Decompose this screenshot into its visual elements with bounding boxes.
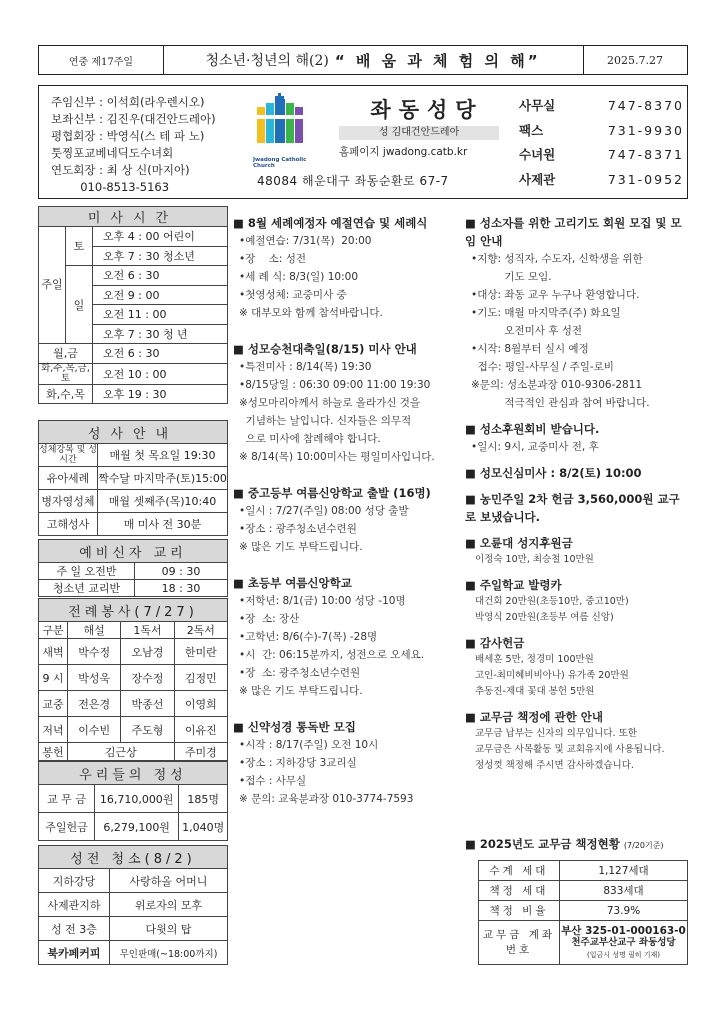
cleaning-area: 북카페커피 bbox=[39, 941, 110, 965]
slot: 저녁 bbox=[39, 717, 68, 743]
mass-time: 오전 11 : 00 bbox=[93, 305, 228, 325]
theme-prefix: 청소년·청년의 해(2) bbox=[205, 53, 329, 69]
contact-value: 747-8371 bbox=[607, 147, 684, 162]
dues-title: ■ 2025년도 교무금 책정현황 bbox=[465, 837, 620, 851]
notice-line: 오전미사 후 성전 bbox=[471, 325, 583, 337]
weekday-label: 화,수,목 bbox=[39, 384, 93, 404]
mass-time: 오전 9 : 00 bbox=[93, 285, 228, 305]
notice-line: •특전미사 : 8/14(목) 19:30 bbox=[239, 361, 372, 373]
class-name: 주 일 오전반 bbox=[39, 563, 135, 580]
notice-heading: ■ 감사헌금 bbox=[465, 636, 525, 650]
notice-line: •기도: 매월 마지막주(주) 화요일 bbox=[471, 307, 621, 319]
notice-line: ※ 많은 기도 부탁드립니다. bbox=[239, 685, 363, 697]
notice-line: •대상: 좌동 교우 누구나 환영합니다. bbox=[471, 289, 640, 301]
catechumen-title: 예비신자 교리 bbox=[39, 540, 228, 563]
dues-label: 책정 세대 bbox=[479, 881, 560, 901]
col-header: 구분 bbox=[39, 622, 68, 639]
notice-line: •장 소: 성전 bbox=[239, 253, 306, 265]
server: 이영희 bbox=[174, 691, 227, 717]
notice-heading: ■ 신약성경 통독반 모집 bbox=[233, 720, 356, 734]
contact-value: 731-9930 bbox=[607, 122, 684, 138]
sacrament-time: 매월 셋째주(목)10:40 bbox=[98, 490, 228, 513]
sacrament-name: 고해성사 bbox=[39, 513, 98, 536]
parish-name: 좌동성당 bbox=[370, 98, 484, 122]
staff-line: 툿찡포교베네딕도수녀회 bbox=[51, 146, 174, 160]
notice-line: 교무금 납부는 신자의 의무입니다. 또한 bbox=[475, 728, 637, 739]
catechumen-table bbox=[38, 539, 228, 597]
logo-caption: Jwadong Catholic Church bbox=[253, 157, 307, 169]
account-info bbox=[560, 921, 688, 965]
header-bar bbox=[38, 45, 688, 75]
notice-line: •장소 : 광주청소년수련원 bbox=[239, 523, 357, 535]
contact-list bbox=[519, 94, 684, 192]
notice-line: •지향: 성직자, 수도자, 신학생을 위한 bbox=[471, 253, 643, 265]
notice-line: 정성껏 책정해 주시면 감사하겠습니다. bbox=[475, 760, 634, 771]
cleaning-area: 성 전 3층 bbox=[39, 917, 110, 941]
notice-line: •장소 : 지하강당 3교리실 bbox=[239, 757, 357, 769]
offering-count: 1,040명 bbox=[179, 813, 228, 841]
notice-line: •세 례 식: 8/3(일) 10:00 bbox=[239, 271, 359, 283]
staff-line: 연도회장 : 최 상 신(마지아) bbox=[51, 163, 190, 177]
dues-value: 1,127세대 bbox=[560, 861, 688, 881]
dues-value: 833세대 bbox=[560, 881, 688, 901]
server: 전은경 bbox=[68, 691, 121, 717]
sacrament-time: 매월 첫 목요일 19:30 bbox=[98, 444, 228, 467]
server: 오남경 bbox=[121, 639, 174, 665]
dues-note: (7/20기준) bbox=[623, 841, 664, 850]
notice-line: 배세훈 5만, 정경미 100만원 bbox=[475, 654, 594, 665]
notice-line: 추동진-제대 꽃대 봉헌 5만원 bbox=[475, 686, 595, 697]
server: 장수정 bbox=[121, 665, 174, 691]
notice-line: •예절연습: 7/31(목) 20:00 bbox=[239, 235, 372, 247]
contact-row bbox=[519, 94, 684, 119]
church-logo bbox=[249, 93, 329, 169]
mass-time: 오후 4 : 00 어린이 bbox=[93, 227, 228, 247]
notice-line: •장 소: 광주청소년수련원 bbox=[239, 667, 361, 679]
church-logo-icon bbox=[249, 93, 329, 153]
notice-line: 기념하는 날입니다. 신자들은 의무적 bbox=[239, 415, 412, 427]
notice-line: •장 소: 장산 bbox=[239, 613, 300, 625]
patron-saint: 성 김대건안드레아 bbox=[339, 126, 499, 140]
notice-line: •첫영성체: 교중미사 중 bbox=[239, 289, 347, 301]
slot: 교중 bbox=[39, 691, 68, 717]
offering-amount: 16,710,000원 bbox=[95, 785, 179, 813]
offering-name: 주일헌금 bbox=[39, 813, 95, 841]
contact-value: 731-0952 bbox=[607, 171, 684, 187]
notice-line: 으로 미사에 참례해야 합니다. bbox=[239, 433, 381, 445]
theme-title: “ 배 움 과 체 험 의 해” bbox=[334, 51, 541, 70]
contact-label: 사제관 bbox=[519, 171, 556, 187]
notice-line: •8/15당일 : 06:30 09:00 11:00 19:30 bbox=[239, 379, 431, 391]
mass-time: 오전 6 : 30 bbox=[93, 266, 228, 286]
notice-line: 고인-최미혜비비아나) 유가족 20만원 bbox=[475, 670, 629, 681]
notice-heading: ■ 농민주일 2차 헌금 3,560,000원 교구로 보냈습니다. bbox=[465, 492, 680, 524]
notice-heading: ■ 8월 세례예정자 예절연습 및 세례식 bbox=[233, 216, 428, 230]
account-label: 교무금 계좌번호 bbox=[479, 921, 560, 965]
notice-line: 이정숙 10만, 최승철 10만원 bbox=[475, 554, 594, 565]
sacrament-name: 병자영성체 bbox=[39, 490, 98, 513]
dues-label: 수계 세대 bbox=[479, 861, 560, 881]
liturgical-week: 연중 제17주일 bbox=[39, 46, 164, 74]
cleaning-table bbox=[38, 845, 228, 965]
notice-line: ※ 대부모와 함께 참석바랍니다. bbox=[239, 307, 383, 319]
class-time: 09 : 30 bbox=[135, 563, 228, 580]
offerings-title: 우리들의 정성 bbox=[39, 762, 228, 785]
sunday-label: 주일 bbox=[39, 227, 66, 344]
notice-heading: ■ 중고등부 여름신앙학교 출발 (16명) bbox=[233, 486, 431, 500]
mass-time: 오후 7 : 30 청 년 bbox=[93, 324, 228, 344]
slot: 봉헌 bbox=[39, 743, 68, 761]
contact-row bbox=[519, 168, 684, 193]
dues-label: 책정 비율 bbox=[479, 901, 560, 921]
notice-heading: ■ 성모승천대축일(8/15) 미사 안내 bbox=[233, 342, 417, 356]
notice-line: 적극적인 관심과 참여 바랍니다. bbox=[471, 397, 650, 409]
notice-heading: ■ 교무금 책정에 관한 안내 bbox=[465, 710, 603, 724]
col-header: 1독서 bbox=[121, 622, 174, 639]
contact-label: 사무실 bbox=[519, 98, 556, 113]
cleaning-group: 다윗의 탑 bbox=[110, 917, 228, 941]
notice-line: •일시 : 7/27(주일) 08:00 성당 출발 bbox=[239, 505, 409, 517]
notice-line: •시 간: 06:15분까지, 성전으로 오세요. bbox=[239, 649, 425, 661]
offering-count: 185명 bbox=[179, 785, 228, 813]
server: 주미경 bbox=[174, 743, 227, 761]
sacrament-time: 짝수달 마지막주(토)15:00 bbox=[98, 467, 228, 490]
class-name: 청소년 교리반 bbox=[39, 580, 135, 597]
mass-time: 오후 7 : 30 청소년 bbox=[93, 246, 228, 266]
staff-line: 010-8513-5163 bbox=[51, 180, 170, 194]
dues-heading bbox=[465, 836, 690, 852]
mass-times-table bbox=[38, 206, 228, 404]
col-header: 2독서 bbox=[174, 622, 227, 639]
sacrament-name: 유아세례 bbox=[39, 467, 98, 490]
account-note: (입금시 성명 필히 기재) bbox=[587, 950, 660, 959]
notice-line: •접수 : 사무실 bbox=[239, 775, 307, 787]
year-theme bbox=[163, 46, 584, 74]
notice-line: 기도 모임. bbox=[471, 271, 552, 283]
staff-line: 평협회장 : 박영식(스 테 파 노) bbox=[51, 129, 205, 143]
weekday-time: 오전 10 : 00 bbox=[93, 363, 228, 384]
cleaning-area: 지하강당 bbox=[39, 869, 110, 893]
notice-line: ※ 8/14(목) 10:00미사는 평일미사입니다. bbox=[239, 451, 435, 463]
cleaning-area: 사제관지하 bbox=[39, 893, 110, 917]
server: 주도형 bbox=[121, 717, 174, 743]
server: 이수빈 bbox=[68, 717, 121, 743]
server: 이유진 bbox=[174, 717, 227, 743]
account-number: 부산 325-01-000163-0 bbox=[561, 924, 686, 937]
weekday-time: 오후 19 : 30 bbox=[93, 384, 228, 404]
sunday-day-label: 일 bbox=[66, 266, 93, 344]
notice-line: •시작 : 8/17(주일) 오전 10시 bbox=[239, 739, 379, 751]
notice-heading: ■ 초등부 여름신앙학교 bbox=[233, 576, 352, 590]
offerings-table bbox=[38, 761, 228, 841]
class-time: 18 : 30 bbox=[135, 580, 228, 597]
server: 박수정 bbox=[68, 639, 121, 665]
server: 박성욱 bbox=[68, 665, 121, 691]
contact-label: 팩스 bbox=[519, 122, 544, 138]
servers-title: 전례봉사(7/27) bbox=[39, 599, 228, 622]
sacrament-name: 성체강복 및 성시간 bbox=[39, 445, 97, 465]
notice-line: 접수: 평일-사무실 / 주일-로비 bbox=[471, 361, 614, 373]
notice-line: •일시: 9시, 교중미사 전, 후 bbox=[471, 441, 599, 453]
contact-label: 수녀원 bbox=[519, 147, 556, 162]
notice-line: •고학년: 8/6(수)-7(목) -28명 bbox=[239, 631, 378, 643]
staff-line: 주임신부 : 이석희(라우렌시오) bbox=[51, 95, 205, 109]
contact-row bbox=[519, 143, 684, 168]
server: 김근상 bbox=[68, 743, 175, 761]
bulletin-date: 2025.7.27 bbox=[607, 53, 663, 67]
cleaning-title: 성전 청소(8/2) bbox=[39, 846, 228, 869]
notice-line: ※ 문의: 교육분과장 010-3774-7593 bbox=[239, 793, 414, 805]
col-header: 해설 bbox=[68, 622, 121, 639]
slot: 새벽 bbox=[39, 639, 68, 665]
cleaning-group: 무인판매(~18:00까지) bbox=[110, 941, 228, 965]
notice-heading: ■ 오륜대 성지후원금 bbox=[465, 536, 573, 550]
sacraments-table bbox=[38, 420, 228, 536]
weekday-time: 오전 6 : 30 bbox=[93, 344, 228, 364]
notices-middle bbox=[233, 208, 455, 808]
server: 한미란 bbox=[174, 639, 227, 665]
weekday-label: 월,금 bbox=[39, 344, 93, 364]
offering-name: 교 무 금 bbox=[39, 785, 95, 813]
notice-line: ※문의: 성소분과장 010-9306-2811 bbox=[471, 379, 643, 391]
saturday-label: 토 bbox=[66, 227, 93, 266]
notice-line: •저학년: 8/1(금) 10:00 성당 -10명 bbox=[239, 595, 406, 607]
staff-list bbox=[51, 94, 216, 196]
notice-line: ※성모마리아께서 하늘로 올라가신 것을 bbox=[239, 397, 421, 409]
sacraments-title: 성사안내 bbox=[39, 421, 228, 444]
notice-heading: ■ 성소후원회비 받습니다. bbox=[465, 422, 600, 436]
notice-heading: ■ 성소자를 위한 고리기도 회원 모집 및 모임 안내 bbox=[465, 216, 682, 248]
server: 박종선 bbox=[121, 691, 174, 717]
dues-value: 73.9% bbox=[560, 901, 688, 921]
notice-heading: ■ 주일학교 발령카 bbox=[465, 578, 562, 592]
cleaning-group: 사랑하올 어머니 bbox=[110, 869, 228, 893]
staff-line: 보좌신부 : 김진우(대건안드레아) bbox=[51, 112, 216, 126]
offering-amount: 6,279,100원 bbox=[95, 813, 179, 841]
contact-row bbox=[519, 119, 684, 144]
account-owner: 천주교부산교구 좌동성당 bbox=[571, 936, 676, 948]
slot: 9 시 bbox=[39, 665, 68, 691]
sacrament-time: 매 미사 전 30분 bbox=[98, 513, 228, 536]
notice-heading: ■ 성모신심미사 : 8/2(토) 10:00 bbox=[465, 466, 642, 480]
notices-right bbox=[465, 208, 690, 774]
liturgy-servers-table bbox=[38, 598, 228, 761]
notice-line: ※ 많은 기도 부탁드립니다. bbox=[239, 541, 363, 553]
dues-table bbox=[478, 860, 688, 965]
mass-times-title: 미사시간 bbox=[39, 207, 228, 227]
notice-line: 대건회 20만원(초등10만, 중고10만) bbox=[475, 596, 629, 607]
address: 48084 해운대구 좌동순환로 67-7 bbox=[257, 174, 449, 188]
homepage-link[interactable]: 홈페이지 jwadong.catb.kr bbox=[339, 146, 468, 158]
contact-value: 747-8370 bbox=[607, 98, 684, 113]
notice-line: 교무금은 사목활동 및 교회유지에 사용됩니다. bbox=[475, 744, 665, 755]
weekday-label: 화,수,목,금,토 bbox=[39, 363, 93, 384]
server: 김정민 bbox=[174, 665, 227, 691]
notice-line: •시작: 8월부터 실시 예정 bbox=[471, 343, 589, 355]
notice-line: 박영식 20만원(초등부 여름 신앙) bbox=[475, 612, 614, 623]
cleaning-group: 위로자의 모후 bbox=[110, 893, 228, 917]
parish-info bbox=[38, 85, 688, 199]
